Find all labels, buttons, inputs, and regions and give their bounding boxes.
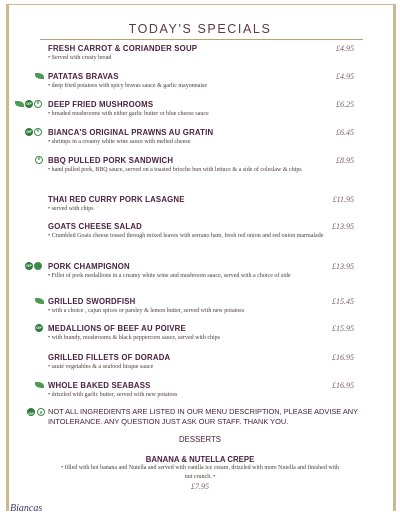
gluten-free-icon — [35, 324, 43, 332]
menu-item-description: • served with chips — [48, 206, 94, 212]
menu-item-name: FRESH CARROT & CORIANDER SOUP — [48, 44, 198, 53]
menu-item — [48, 262, 364, 281]
menu-item-price: £11.95 — [332, 195, 354, 204]
menu-item — [48, 128, 364, 147]
dietary-icons — [35, 297, 45, 307]
menu-item — [48, 222, 364, 241]
menu-item-description: • with brandy, mushrooms & black peppercorn sauce, served with chips — [48, 335, 221, 341]
dietary-icons — [15, 100, 43, 110]
gluten-free-icon — [27, 408, 35, 416]
menu-item — [48, 324, 364, 343]
menu-item — [48, 100, 364, 119]
menu-item-name: PATATAS BRAVAS — [48, 72, 119, 81]
menu-item-description: • hand pulled pork, BBQ sauce, served on a toasted brioche bun with lettuce & a side of coleslaw & chips — [48, 167, 302, 173]
gluten-free-icon — [25, 128, 33, 136]
menu-item-price: £13.95 — [332, 262, 354, 271]
fish-leaf-icon — [35, 298, 44, 304]
desserts-heading: DESSERTS — [179, 435, 221, 444]
vegan-icon — [34, 262, 42, 270]
menu-item — [48, 353, 364, 372]
menu-item — [48, 195, 364, 214]
menu-item-price: £6.25 — [336, 100, 354, 109]
gluten-free-icon — [25, 100, 33, 108]
allergy-note — [48, 407, 368, 427]
menu-item-price: £15.95 — [332, 324, 354, 333]
menu-item-price: £6.45 — [336, 128, 354, 137]
menu-item-description: • with a choice , cajun spices or parsley & lemon butter, served with new potatoes — [48, 308, 245, 314]
menu-item-name: BIANCA'S ORIGINAL PRAWNS AU GRATIN — [48, 128, 214, 137]
menu-item-price: £4.95 — [336, 44, 354, 53]
menu-item-name: GRILLED FILLETS OF DORADA — [48, 353, 171, 362]
menu-item-name: THAI RED CURRY PORK LASAGNE — [48, 195, 185, 204]
vegetarian-icon — [34, 100, 42, 108]
menu-item — [48, 44, 364, 63]
menu-item-description: • Fillet of pork medallions in a creamy white wine and mushroom sauce, served with a choice of side — [48, 273, 291, 279]
dessert-description: • filled with hot banana and Nutella and served with vanilla ice cream, drizzled with more Nutella and finished with nut crunch. • — [60, 465, 339, 480]
fish-leaf-icon — [35, 382, 44, 388]
menu-item-description: • Served with crusty bread — [48, 55, 112, 61]
menu-item — [48, 156, 364, 175]
menu-item-description: • deep fried potatoes with spicy bravas sauce & garlic mayonnaise — [48, 83, 208, 89]
menu-item-description: • shrimps in a creamy white wine sauce with melted cheese — [48, 139, 191, 145]
menu-item-description: • drizzled with garlic butter, served with new potatoes — [48, 392, 178, 398]
dessert-name: BANANA & NUTELLA CREPE — [145, 455, 255, 464]
fish-leaf-icon — [35, 73, 44, 79]
menu-item-name: BBQ PULLED PORK SANDWICH — [48, 156, 174, 165]
dietary-icons — [35, 72, 45, 82]
menu-item-name: GRILLED SWORDFISH — [48, 297, 136, 306]
dietary-icons — [25, 128, 43, 138]
menu-item-name: MEDALLIONS OF BEEF AU POIVRE — [48, 324, 186, 333]
menu-item-price: £4.95 — [336, 72, 354, 81]
menu-item-name: PORK CHAMPIGNON — [48, 262, 130, 271]
menu-item-price: £15.45 — [332, 297, 354, 306]
menu-item-description: • breaded mushrooms with either garlic butter or blue cheese sauce — [48, 111, 209, 117]
page-title: TODAY'S SPECIALS — [128, 22, 272, 36]
menu-item-name: WHOLE BAKED SEABASS — [48, 381, 151, 390]
menu-item-price: £16.95 — [332, 353, 354, 362]
menu-item-name: DEEP FRIED MUSHROOMS — [48, 100, 154, 109]
menu-item — [48, 72, 364, 91]
dietary-icons — [35, 324, 44, 334]
vegetarian-icon — [35, 156, 43, 164]
dessert-price: £7.95 — [191, 482, 209, 491]
menu-item-price: £8.95 — [336, 156, 354, 165]
fish-leaf-icon — [15, 101, 24, 107]
menu-item-name: GOATS CHEESE SALAD — [48, 222, 142, 231]
biancas-logo — [10, 498, 70, 512]
menu-item — [48, 297, 364, 316]
dietary-icons — [35, 381, 45, 391]
allergy-note-text: NOT ALL INGREDIENTS ARE LISTED IN OUR MENU DESCRIPTION, PLEASE ADVISE ANY INTOLERANCE. ANY QUESTION JUST ASK OUR STAFF. THANK YOU. — [48, 407, 358, 426]
menu-item-price: £13.95 — [332, 222, 354, 231]
dietary-icons — [25, 262, 43, 272]
vegetarian-icon — [34, 128, 42, 136]
menu-item-description: • Crumbled Goats cheese tossed through mixed leaves with serrano ham, fresh red onion and red onion marmalade — [48, 233, 324, 239]
title-divider — [40, 39, 363, 40]
menu-item — [48, 381, 364, 400]
logo-text: Biancas — [10, 503, 43, 514]
gluten-free-icon — [25, 262, 33, 270]
menu-item-description: • sauté vegetables & a seafood bisque sauce — [48, 364, 154, 370]
dietary-icons — [35, 156, 44, 166]
vegetarian-icon — [37, 408, 45, 416]
menu-item-price: £16.95 — [332, 381, 354, 390]
